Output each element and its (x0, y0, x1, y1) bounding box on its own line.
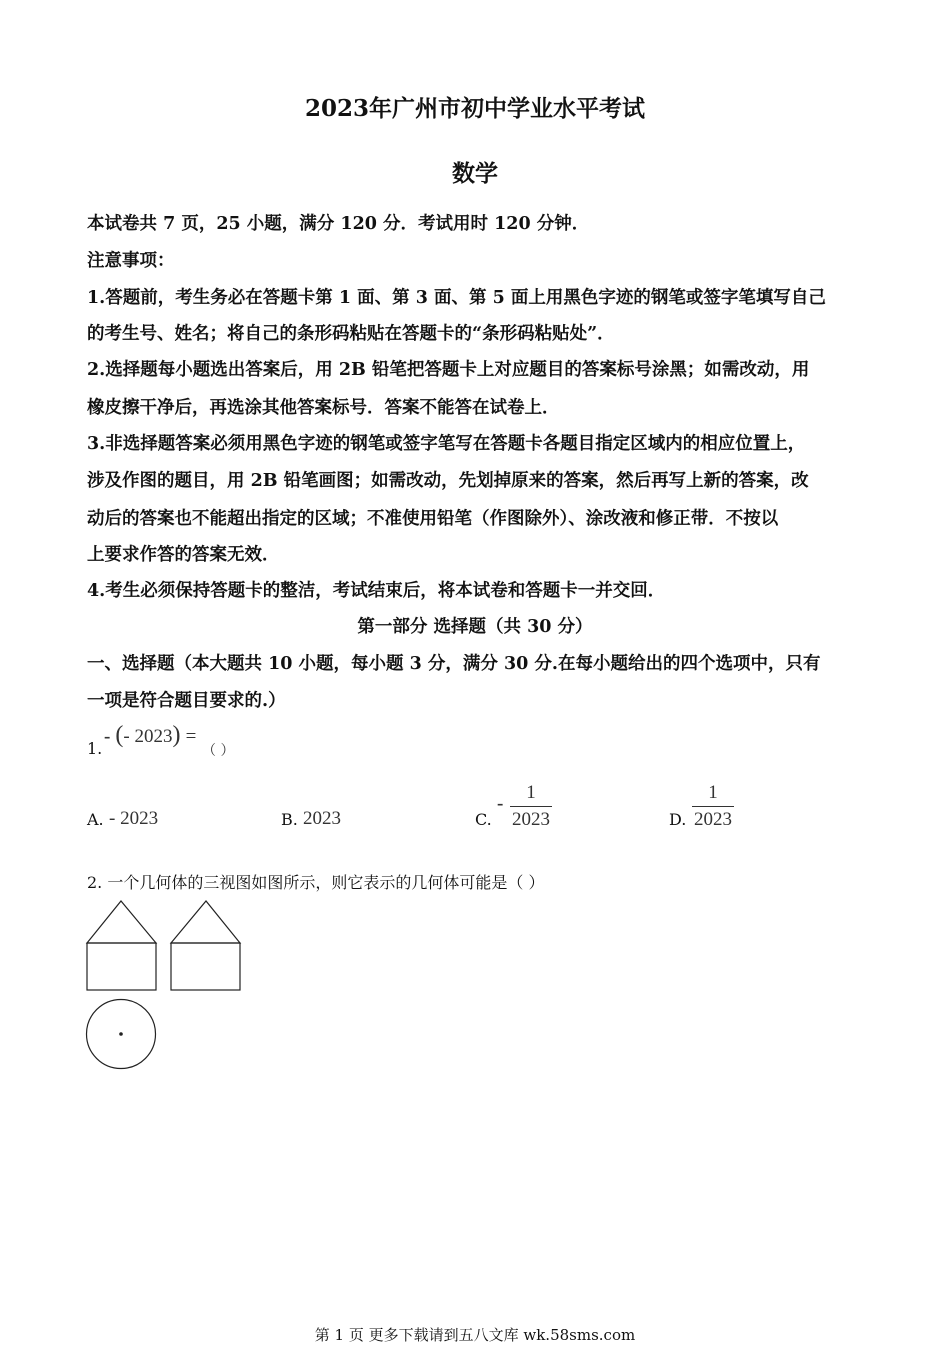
q1-answer-blank: （ ） (202, 743, 235, 759)
q1-option-c-denominator: 2023 (512, 809, 550, 830)
note-1-line-1: 1.答题前，考生务必在答题卡第 1 面、第 3 面、第 5 面上用黑色字迹的钢笔或签字笔填写自己 (87, 288, 826, 308)
q1-option-b-letter: B. (281, 810, 298, 829)
side-view-rectangle (171, 943, 240, 990)
top-view (87, 1000, 156, 1069)
q1-option-d-fraction-bar (692, 806, 734, 807)
q1-option-c-letter: C. (475, 810, 492, 829)
q1-option-d-letter: D. (669, 810, 687, 829)
subject-title: 数学 (452, 160, 498, 187)
note-3-line-4: 上要求作答的答案无效． (87, 545, 280, 565)
q1-option-d-numerator: 1 (708, 782, 718, 803)
q1-option-c-sign: - (497, 793, 504, 814)
note-2-line-2: 橡皮擦干净后，再选涂其他答案标号．答案不能答在试卷上． (87, 398, 560, 418)
q2-text: 2. 一个几何体的三视图如图所示，则它表示的几何体可能是（ ） (87, 873, 545, 892)
page-footer: 第 1 页 更多下载请到五八文库 wk.58sms.com (314, 1326, 636, 1344)
note-4-line-1: 4.考生必须保持答题卡的整洁，考试结束后，将本试卷和答题卡一并交回． (87, 581, 666, 601)
exam-summary: 本试卷共 7 页，25 小题，满分 120 分．考试用时 120 分钟． (87, 214, 590, 234)
part-one-instructions-line-1: 一、选择题（本大题共 10 小题，每小题 3 分，满分 30 分.在每小题给出的四个选项中，只有 (87, 654, 821, 674)
part-one-instructions-line-2: 一项是符合题目要求的.） (87, 691, 286, 711)
q1-option-c-numerator: 1 (526, 782, 536, 803)
q1-option-d-denominator: 2023 (694, 809, 732, 830)
side-view-triangle (171, 901, 240, 943)
q1-expression (104, 722, 196, 749)
q1-expr-equals: = (185, 726, 197, 747)
note-3-line-2: 涉及作图的题目，用 2B 铅笔画图；如需改动，先划掉原来的答案，然后再写上新的答案，改 (87, 471, 809, 491)
q1-expr-minus: - (104, 726, 111, 747)
note-1-line-2: 的考生号、姓名；将自己的条形码粘贴在答题卡的“条形码粘贴处”． (87, 324, 615, 344)
front-view-triangle (87, 901, 156, 943)
three-view-figure (80, 895, 250, 1075)
q1-option-c-fraction-bar (510, 806, 552, 807)
side-view (171, 901, 240, 990)
q1-number: 1. (87, 739, 103, 758)
q1-expr-rparen: ) (172, 722, 181, 748)
notice-heading: 注意事项： (87, 251, 175, 271)
exam-title: 2023年广州市初中学业水平考试 (304, 95, 645, 122)
q1-option-d-fraction (692, 782, 734, 831)
top-view-center-dot (119, 1032, 123, 1036)
q1-option-b-value: 2023 (303, 808, 341, 829)
note-3-line-1: 3.非选择题答案必须用黑色字迹的钢笔或签字笔写在答题卡各题目指定区域内的相应位置上， (87, 434, 806, 454)
part-one-heading: 第一部分 选择题（共 30 分） (357, 617, 593, 637)
q1-option-a-value: - 2023 (109, 808, 159, 829)
front-view (87, 901, 156, 990)
note-3-line-3: 动后的答案也不能超出指定的区域；不准使用铅笔（作图除外）、涂改液和修正带．不按以 (87, 509, 779, 529)
q1-expr-lparen: ( (115, 722, 124, 748)
front-view-rectangle (87, 943, 156, 990)
q1-option-a-letter: A. (87, 810, 104, 829)
note-2-line-1: 2.选择题每小题选出答案后，用 2B 铅笔把答题卡上对应题目的答案标号涂黑；如需改动，用 (87, 360, 810, 380)
q1-expr-inner: - 2023 (123, 726, 173, 747)
q1-option-c-fraction (510, 782, 552, 831)
